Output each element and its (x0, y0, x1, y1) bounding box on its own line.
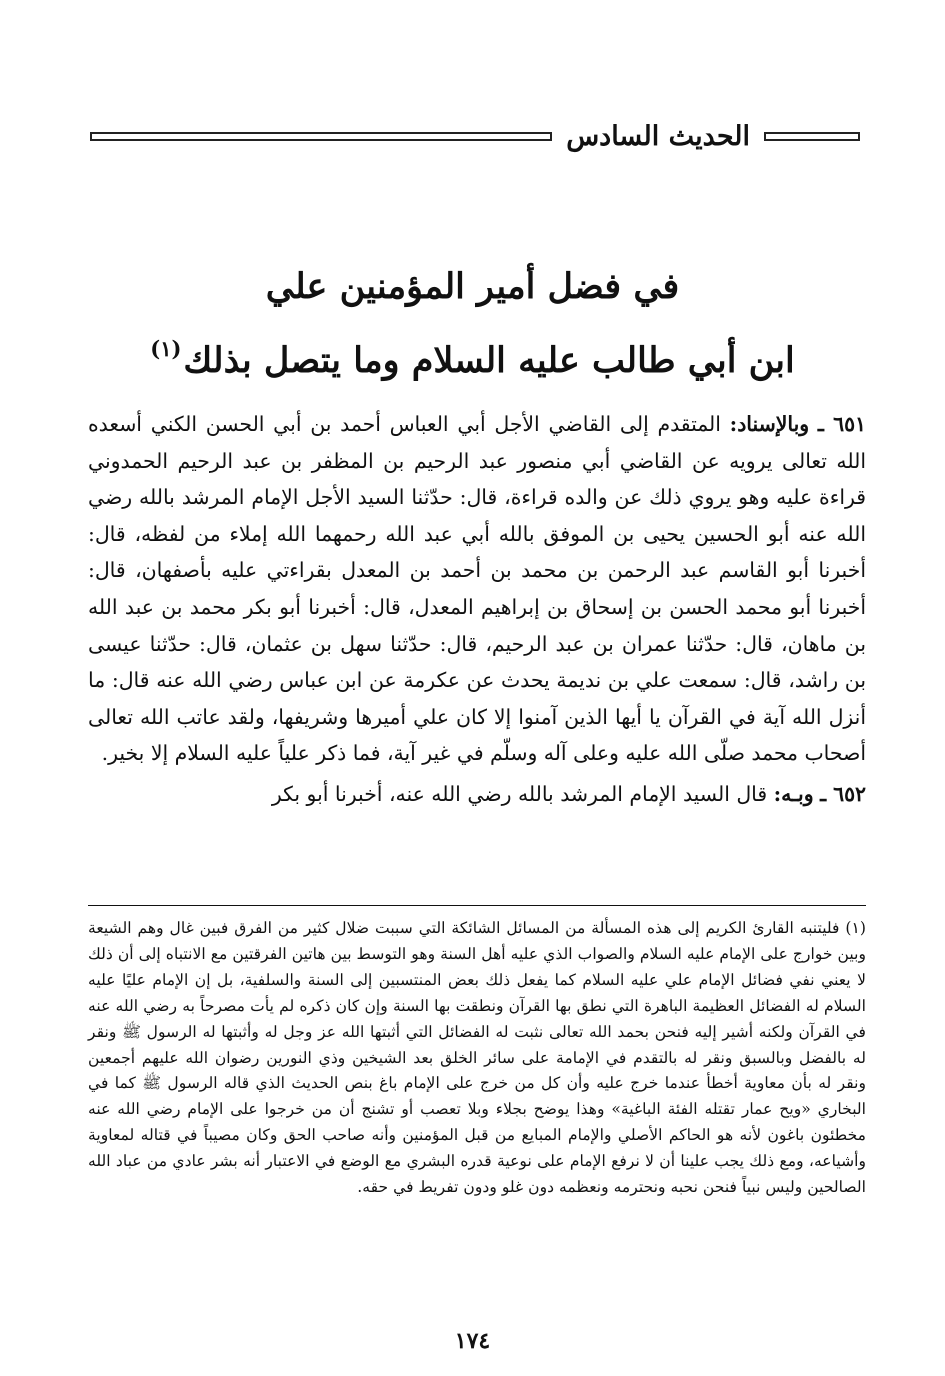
chapter-title-line-1: في فضل أمير المؤمنين علي (265, 266, 680, 307)
hadith-652-text: قال السيد الإمام المرشد بالله رضي الله عنه، أخبرنا أبو بكر (271, 781, 768, 806)
page-number: ١٧٤ (454, 1328, 491, 1354)
hadith-652-lead: وبـه: (773, 781, 814, 806)
hadith-651 (88, 406, 866, 772)
hadith-652 (88, 776, 866, 813)
running-title: الحديث السادس (566, 120, 750, 152)
hadith-652-number: ٦٥٢ ـ (820, 781, 866, 806)
footnote-divider (88, 905, 866, 906)
hadith-651-text: المتقدم إلى القاضي الأجل أبي العباس أحمد بن أبي الحسن الكني أسعده الله تعالى يرويه عن القاضي أبي منصور عبد الرحيم بن المظفر بن عبد الرحيم الحمدوني قراءة عليه وهو يروي ذلك عن والده قراءة، قال: حدّثنا السيد الأجل الإمام المرشد بالله رضي الله عنه أبو الحسين يحيى بن الموفق بالله أبي عبد الله رحمهما الله إملاء من لفظه، قال: أخبرنا أبو القاسم عبد الرحمن بن محمد بن أحمد بن المعدل بقراءتي عليه بأصفهان، قال: أخبرنا أبو محمد الحسن بن إسحاق بن إبراهيم المعدل، قال: أخبرنا أبو بكر محمد بن عبد الله بن ماهان، قال: حدّثنا عمران بن عبد الرحيم، قال: حدّثنا سهل بن عثمان، قال: حدّثنا عيسى بن راشد، قال: سمعت علي بن نديمة يحدث عن عكرمة عن ابن عباس رضي الله عنه قال: ما أنزل الله آية في القرآن يا أيها الذين آمنوا إلا كان علي أميرها وشريفها، ولقد عاتب الله تعالى أصحاب محمد صلّى الله عليه وعلى آله وسلّم في غير آية، فما ذكر علياً عليه السلام إلا بخير. (88, 412, 866, 766)
chapter-title-line-2-text: ابن أبي طالب عليه السلام وما يتصل بذلك (183, 340, 795, 381)
footnote-reference: (١) (150, 336, 182, 361)
running-header (90, 116, 860, 156)
footnote-1 (88, 916, 866, 1201)
footnote-marker: (١) (845, 919, 866, 937)
chapter-title-line-2 (60, 318, 885, 392)
footnote (88, 916, 866, 1201)
footnote-text: فليتنبه القارئ الكريم إلى هذه المسألة من المسائل الشائكة التي سببت ضلال كثير من الفرق فبين غال وهم الشيعة وبين خوارج على الإمام عليه السلام والصواب الذي عليه أهل السنة وهو التوسط بين هاتين الفرقتين مع الانتباه إلى أن ذلك لا يعني نفي فضائل الإمام علي عليه السلام كما يفعل ذلك بعض المنتسبين إلى السنة والسلفية، بل إن الإمام عليًا عليه السلام له الفضائل العظيمة الباهرة التي نطق بها القرآن ونطقت بها السنة وإن كان ذكره لم يأت مصرحاً به رضي الله عنه في القرآن ولكنه أشير إليه فنحن بحمد الله تعالى نثبت له الفضائل التي أثبتها الله عز وجل له وأثبتها له الرسول ﷺ ونقر له بالفضل وبالسبق ونقر له بالتقدم في الإمامة على سائر الخلق بعد الشيخين وذي النورين رضوان الله عليهم أجمعين ونقر له بأن معاوية أخطأ عندما خرج عليه وأن كل من خرج على الإمام باغ بنص الحديث الذي قاله الرسول ﷺ كما في البخاري «ويح عمار تقتله الفئة الباغية» وهذا يوضح بجلاء وبلا تعصب أو تشنج أن من خرجوا على الإمام رضي الله عنه مخطئون باغون لأنه هو الحاكم الأصلي والإمام المبايع من قبل المؤمنين وأنه صاحب الحق وكان مصيباً في قتاله لمعاوية وأشياعه، ومع ذلك يجب علينا أن لا نرفع الإمام على نوعية قدره البشري مع الوضع في الاعتبار أنه بشر عادي من عباد الله الصالحين وليس نبياً فنحن نحبه ونحترمه ونعظمه دون غلو ودون تفريط في حقه. (88, 919, 866, 1197)
header-ornament-bar-right (764, 132, 860, 141)
chapter-title (60, 256, 885, 392)
main-text (88, 406, 866, 813)
hadith-651-number: ٦٥١ ـ (817, 412, 867, 436)
header-ornament-bar-left (90, 132, 552, 141)
hadith-651-lead: وبالإسناد: (729, 412, 810, 436)
